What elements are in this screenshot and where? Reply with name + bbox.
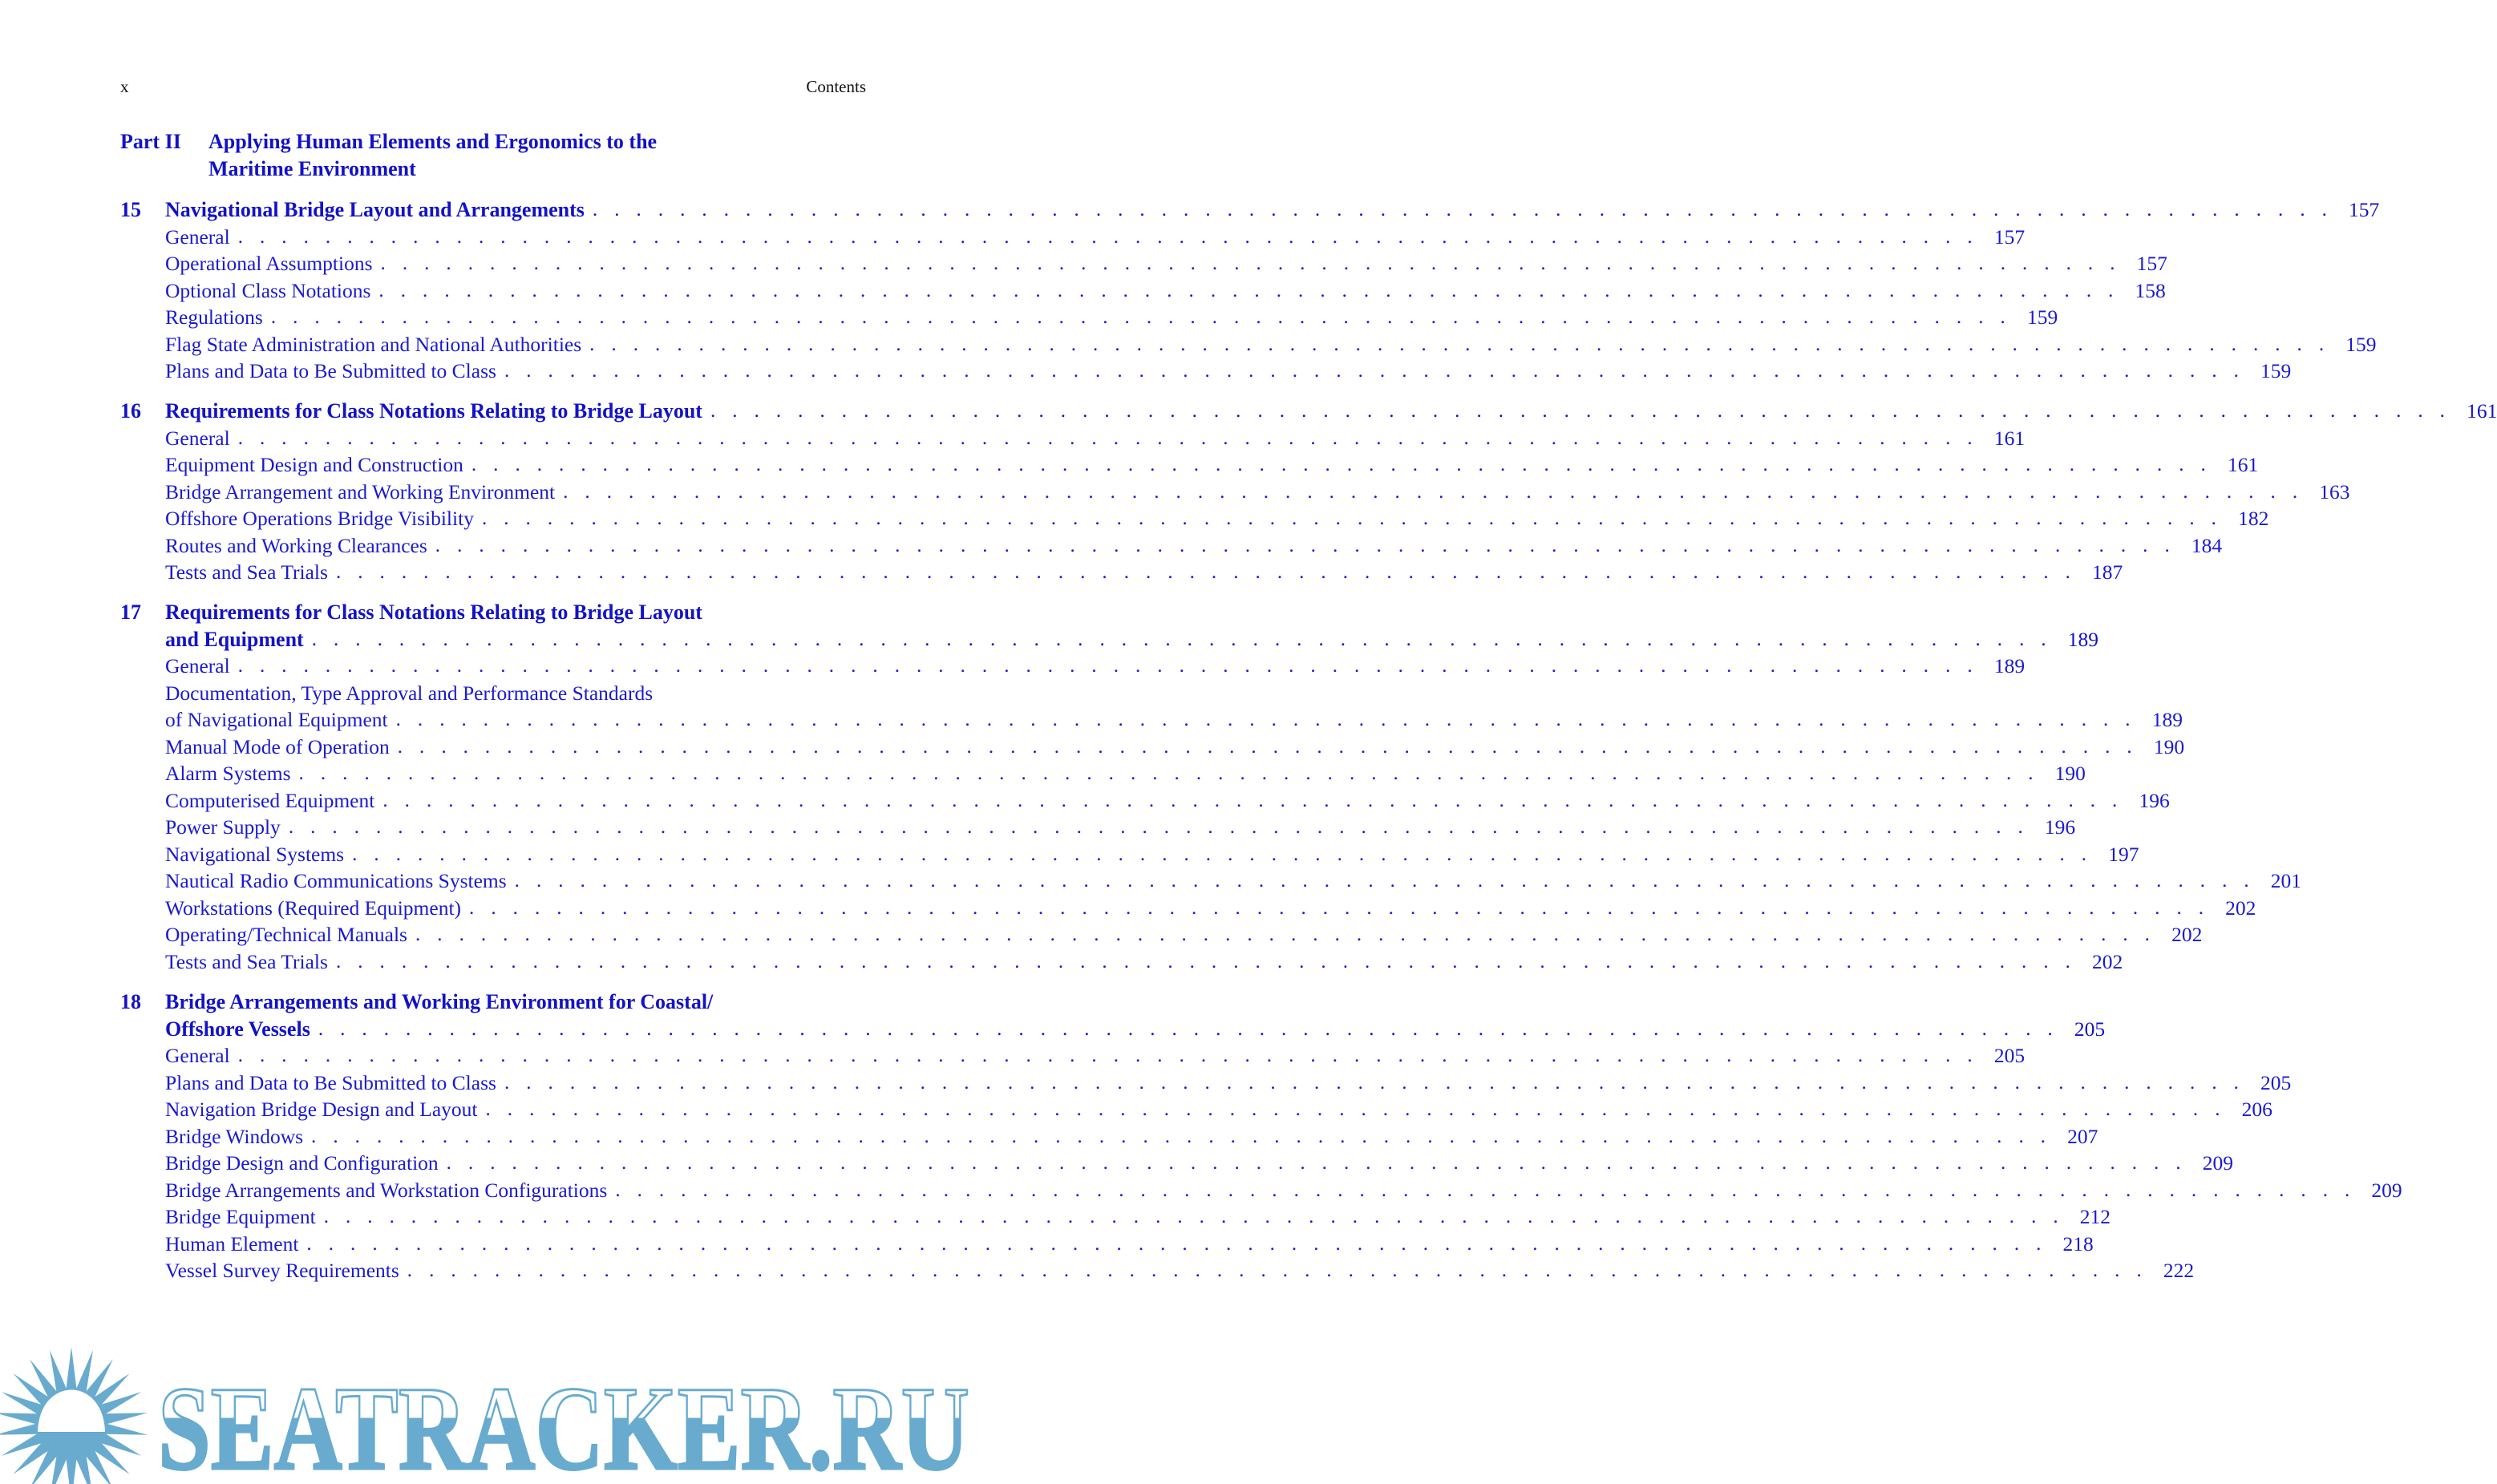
- entry-title: Operating/Technical Manuals: [165, 923, 407, 947]
- entry-title: Manual Mode of Operation: [165, 734, 390, 758]
- page-number: 184: [2191, 533, 2223, 557]
- page-number: 182: [2238, 507, 2269, 531]
- page-number: 159: [2260, 359, 2292, 382]
- dot-leader: . . . . . . . . . . . . . . . . . . . . . . . . . . . . . . . . . . . . . . . . . . . . . . . . . . . . . . . . . . . . . . . . . . . . . . . . . . . . . . . .: [318, 1017, 2059, 1040]
- chapter-title: Navigational Bridge Layout and Arrangements: [165, 198, 585, 221]
- dot-leader: . . . . . . . . . . . . . . . . . . . . . . . . . . . . . . . . . . . . . . . . . . . . . . . . . . . . . . . . . . . . . . . . . . . . . . . . . . . . . . . .: [710, 400, 2451, 423]
- part-title-line: Maritime Environment: [208, 156, 416, 180]
- entry-title: General: [165, 1044, 230, 1068]
- page-number: 161: [2467, 399, 2497, 423]
- toc-entry[interactable]: [120, 1096, 2272, 1123]
- toc-entry[interactable]: [120, 224, 2026, 251]
- page-number: 197: [2108, 842, 2139, 866]
- dot-leader: . . . . . . . . . . . . . . . . . . . . . . . . . . . . . . . . . . . . . . . . . . . . . . . . . . . . . . . . . . . . . . . . . . . . . . . . . . . . . . . .: [335, 561, 2077, 584]
- chapter-title: Bridge Arrangements and Working Environment for Coastal/: [165, 990, 714, 1014]
- entry-title: Regulations: [165, 305, 263, 329]
- dot-leader: . . . . . . . . . . . . . . . . . . . . . . . . . . . . . . . . . . . . . . . . . . . . . . . . . . . . . . . . . . . . . . . . . . . . . . . . . . . . . . . .: [378, 279, 2119, 301]
- entry-title: Power Supply: [165, 815, 281, 839]
- table-of-contents: [120, 196, 2497, 1297]
- page-number: 189: [1993, 654, 2026, 678]
- toc-entry[interactable]: [120, 505, 2269, 532]
- part-label: Part II: [120, 130, 181, 153]
- page-number: 206: [2241, 1098, 2272, 1122]
- page-number: 201: [2270, 869, 2302, 893]
- page-number: 222: [2163, 1259, 2195, 1283]
- page-number: 157: [1993, 224, 2026, 249]
- toc-entry[interactable]: [120, 559, 2123, 586]
- entry-title: Tests and Sea Trials: [165, 560, 328, 584]
- toc-entry[interactable]: [120, 1150, 2234, 1177]
- page-number: 202: [2092, 949, 2123, 973]
- entry-title: Human Element: [165, 1231, 299, 1256]
- dot-leader: . . . . . . . . . . . . . . . . . . . . . . . . . . . . . . . . . . . . . . . . . . . . . . . . . . . . . . . . . . . . . . . . . . . . . . . . . . . . . . . .: [471, 454, 2212, 476]
- chapter-title: and Equipment: [165, 627, 304, 651]
- toc-entry[interactable]: [120, 1042, 2026, 1070]
- toc-entry[interactable]: [120, 1203, 2111, 1231]
- page-number: 196: [2139, 788, 2170, 812]
- page-number: 202: [2225, 896, 2256, 920]
- entry-title: Offshore Operations Bridge Visibility: [165, 507, 474, 531]
- page-number: 196: [2044, 815, 2076, 839]
- dot-leader: . . . . . . . . . . . . . . . . . . . . . . . . . . . . . . . . . . . . . . . . . . . . . . . . . . . . . . . . . . . . . . . . . . . . . . . . . . . . . . . .: [514, 870, 2256, 892]
- page-number: 209: [2371, 1178, 2402, 1202]
- dot-leader: . . . . . . . . . . . . . . . . . . . . . . . . . . . . . . . . . . . . . . . . . . . . . . . . . . . . . . . . . . . . . . . . . . . . . . . . . . . . . . . .: [407, 1260, 2148, 1282]
- entry-title: Operational Assumptions: [165, 252, 373, 275]
- dot-leader: . . . . . . . . . . . . . . . . . . . . . . . . . . . . . . . . . . . . . . . . . . . . . . . . . . . . . . . . . . . . . . . . . . . . . . . . . . . . . . . .: [380, 253, 2121, 274]
- chapter-title: Offshore Vessels: [165, 1017, 310, 1041]
- running-title: Contents: [806, 77, 866, 96]
- toc-entry[interactable]: [120, 1231, 2094, 1258]
- toc-entry[interactable]: [120, 895, 2256, 922]
- dot-leader: . . . . . . . . . . . . . . . . . . . . . . . . . . . . . . . . . . . . . . . . . . . . . . . . . . . . . . . . . . . . . . . . . . . . . . . . . . . . . . . .: [382, 789, 2123, 811]
- svg-text:SEATRACKER.RU: SEATRACKER.RU: [158, 1362, 969, 1484]
- toc-entry[interactable]: [120, 277, 2166, 305]
- chapter-heading[interactable]: [120, 196, 2380, 224]
- entry-title: Tests and Sea Trials: [165, 949, 328, 973]
- sunburst-icon: [0, 1347, 148, 1484]
- entry-title: Flag State Administration and National Authorities: [165, 332, 582, 356]
- dot-leader: . . . . . . . . . . . . . . . . . . . . . . . . . . . . . . . . . . . . . . . . . . . . . . . . . . . . . . . . . . . . . . . . . . . . . . . . . . . . . . . .: [615, 1179, 2356, 1201]
- entry-title: Plans and Data to Be Submitted to Class: [165, 1070, 496, 1094]
- chapter-heading[interactable]: [120, 989, 866, 1016]
- toc-entry[interactable]: [120, 1177, 2402, 1204]
- chapter-15: [120, 196, 2380, 385]
- chapter-title: Requirements for Class Notations Relating to Bridge Layout: [165, 399, 702, 423]
- dot-leader: . . . . . . . . . . . . . . . . . . . . . . . . . . . . . . . . . . . . . . . . . . . . . . . . . . . . . . . . . . . . . . . . . . . . . . . . . . . . . . . .: [237, 225, 1979, 248]
- toc-entry[interactable]: [120, 331, 2377, 358]
- entry-title: Routes and Working Clearances: [165, 533, 427, 557]
- entry-title: Bridge Arrangements and Workstation Configurations: [165, 1178, 608, 1202]
- page-number: 187: [2092, 560, 2123, 584]
- toc-entry[interactable]: [120, 304, 2058, 331]
- toc-entry[interactable]: [120, 479, 2350, 506]
- page-number: 189: [2067, 627, 2099, 651]
- dot-leader: . . . . . . . . . . . . . . . . . . . . . . . . . . . . . . . . . . . . . . . . . . . . . . . . . . . . . . . . . . . . . . . . . . . . . . . . . . . . . . . .: [397, 735, 2139, 758]
- toc-entry[interactable]: [120, 787, 2170, 815]
- page-number: 190: [2153, 734, 2185, 758]
- toc-entry[interactable]: [120, 921, 2203, 948]
- dot-leader: . . . . . . . . . . . . . . . . . . . . . . . . . . . . . . . . . . . . . . . . . . . . . . . . . . . . . . . . . . . . . . . . . . . . . . . . . . . . . . . .: [311, 628, 2053, 650]
- dot-leader: . . . . . . . . . . . . . . . . . . . . . . . . . . . . . . . . . . . . . . . . . . . . . . . . . . . . . . . . . . . . . . . . . . . . . . . . . . . . . . . .: [446, 1152, 2187, 1175]
- entry-title: Bridge Equipment: [165, 1205, 316, 1229]
- toc-entry[interactable]: [120, 680, 866, 707]
- entry-title: Navigational Systems: [165, 842, 345, 866]
- running-head: [120, 77, 866, 101]
- toc-entry[interactable]: [120, 451, 2259, 479]
- entry-title: Plans and Data to Be Submitted to Class: [165, 359, 496, 382]
- dot-leader: . . . . . . . . . . . . . . . . . . . . . . . . . . . . . . . . . . . . . . . . . . . . . . . . . . . . . . . . . . . . . . . . . . . . . . . . . . . . . . . .: [335, 950, 2077, 972]
- toc-entry[interactable]: [120, 760, 2086, 787]
- chapter-heading[interactable]: [120, 599, 866, 626]
- dot-leader: . . . . . . . . . . . . . . . . . . . . . . . . . . . . . . . . . . . . . . . . . . . . . . . . . . . . . . . . . . . . . . . . . . . . . . . . . . . . . . . .: [395, 709, 2136, 731]
- seatracker-watermark-logo: [0, 1347, 979, 1484]
- page-number: 207: [2067, 1124, 2098, 1148]
- entry-title: Navigation Bridge Design and Layout: [165, 1098, 478, 1122]
- entry-title: Nautical Radio Communications Systems: [165, 869, 507, 893]
- part-title-line: Applying Human Elements and Ergonomics to the: [208, 130, 658, 153]
- toc-entry[interactable]: [120, 1257, 2195, 1284]
- toc-entry[interactable]: [120, 814, 2076, 841]
- toc-entry[interactable]: [120, 425, 2026, 452]
- page-number: 163: [2319, 479, 2350, 503]
- page-number: 212: [2079, 1205, 2111, 1229]
- dot-leader: . . . . . . . . . . . . . . . . . . . . . . . . . . . . . . . . . . . . . . . . . . . . . . . . . . . . . . . . . . . . . . . . . . . . . . . . . . . . . . . .: [352, 843, 2093, 865]
- page-number: 157: [2349, 198, 2380, 221]
- page-number: x: [120, 77, 129, 96]
- toc-entry[interactable]: [120, 1123, 2098, 1150]
- dot-leader: . . . . . . . . . . . . . . . . . . . . . . . . . . . . . . . . . . . . . . . . . . . . . . . . . . . . . . . . . . . . . . . . . . . . . . . . . . . . . . . .: [589, 333, 2330, 355]
- entry-title: Bridge Design and Configuration: [165, 1151, 439, 1175]
- dot-leader: . . . . . . . . . . . . . . . . . . . . . . . . . . . . . . . . . . . . . . . . . . . . . . . . . . . . . . . . . . . . . . . . . . . . . . . . . . . . . . . .: [415, 924, 2156, 946]
- dot-leader: . . . . . . . . . . . . . . . . . . . . . . . . . . . . . . . . . . . . . . . . . . . . . . . . . . . . . . . . . . . . . . . . . . . . . . . . . . . . . . . .: [504, 1071, 2245, 1094]
- chapter-heading[interactable]: [120, 398, 2497, 425]
- chapter-number: 15: [120, 198, 141, 221]
- chapter-16: [120, 398, 2497, 586]
- entry-title: General: [165, 654, 230, 678]
- page-number: 202: [2171, 923, 2203, 947]
- dot-leader: . . . . . . . . . . . . . . . . . . . . . . . . . . . . . . . . . . . . . . . . . . . . . . . . . . . . . . . . . . . . . . . . . . . . . . . . . . . . . . . .: [592, 199, 2333, 220]
- entry-title: Vessel Survey Requirements: [165, 1259, 399, 1283]
- dot-leader: . . . . . . . . . . . . . . . . . . . . . . . . . . . . . . . . . . . . . . . . . . . . . . . . . . . . . . . . . . . . . . . . . . . . . . . . . . . . . . . .: [237, 655, 1979, 677]
- page-number: 157: [2136, 252, 2167, 275]
- toc-entry[interactable]: [120, 841, 2139, 868]
- entry-title: Bridge Arrangement and Working Environment: [165, 479, 556, 503]
- chapter-18: [120, 989, 2402, 1284]
- page-number: 159: [2345, 332, 2377, 356]
- page-number: 205: [1993, 1044, 2026, 1068]
- entry-title: of Navigational Equipment: [165, 708, 388, 732]
- entry-title: General: [165, 426, 230, 450]
- entry-title: Workstations (Required Equipment): [165, 896, 462, 920]
- dot-leader: . . . . . . . . . . . . . . . . . . . . . . . . . . . . . . . . . . . . . . . . . . . . . . . . . . . . . . . . . . . . . . . . . . . . . . . . . . . . . . . .: [563, 480, 2304, 503]
- page-number: 159: [2026, 305, 2058, 329]
- entry-title: Alarm Systems: [165, 762, 291, 786]
- page-number: 218: [2062, 1231, 2094, 1256]
- dot-leader: . . . . . . . . . . . . . . . . . . . . . . . . . . . . . . . . . . . . . . . . . . . . . . . . . . . . . . . . . . . . . . . . . . . . . . . . . . . . . . . .: [323, 1206, 2065, 1228]
- toc-entry[interactable]: [120, 948, 2123, 976]
- page-number: 205: [2260, 1070, 2292, 1094]
- dot-leader: . . . . . . . . . . . . . . . . . . . . . . . . . . . . . . . . . . . . . . . . . . . . . . . . . . . . . . . . . . . . . . . . . . . . . . . . . . . . . . . .: [270, 306, 2012, 328]
- toc-entry[interactable]: [120, 653, 2026, 680]
- dot-leader: . . . . . . . . . . . . . . . . . . . . . . . . . . . . . . . . . . . . . . . . . . . . . . . . . . . . . . . . . . . . . . . . . . . . . . . . . . . . . . . .: [469, 896, 2210, 919]
- dot-leader: . . . . . . . . . . . . . . . . . . . . . . . . . . . . . . . . . . . . . . . . . . . . . . . . . . . . . . . . . . . . . . . . . . . . . . . . . . . . . . . .: [288, 816, 2030, 839]
- chapter-number: 18: [120, 990, 141, 1014]
- toc-entry[interactable]: [120, 734, 2185, 761]
- page-number: 189: [2151, 708, 2183, 732]
- chapter-number: 16: [120, 399, 141, 423]
- entry-title: General: [165, 224, 230, 249]
- dot-leader: . . . . . . . . . . . . . . . . . . . . . . . . . . . . . . . . . . . . . . . . . . . . . . . . . . . . . . . . . . . . . . . . . . . . . . . . . . . . . . . .: [306, 1232, 2047, 1255]
- chapter-heading[interactable]: [120, 626, 2099, 653]
- page-number: 161: [1993, 426, 2026, 450]
- dot-leader: . . . . . . . . . . . . . . . . . . . . . . . . . . . . . . . . . . . . . . . . . . . . . . . . . . . . . . . . . . . . . . . . . . . . . . . . . . . . . . . .: [504, 360, 2245, 382]
- part-heading: [120, 128, 866, 182]
- dot-leader: . . . . . . . . . . . . . . . . . . . . . . . . . . . . . . . . . . . . . . . . . . . . . . . . . . . . . . . . . . . . . . . . . . . . . . . . . . . . . . . .: [237, 427, 1979, 449]
- page-number: 190: [2054, 762, 2086, 786]
- entry-title: Bridge Windows: [165, 1124, 304, 1148]
- toc-entry[interactable]: [120, 1070, 2292, 1097]
- page-number: 158: [2135, 278, 2166, 302]
- chapter-number: 17: [120, 600, 141, 625]
- chapter-heading[interactable]: [120, 1016, 2106, 1043]
- chapter-17: [120, 599, 2302, 975]
- entry-title: Computerised Equipment: [165, 788, 375, 812]
- dot-leader: . . . . . . . . . . . . . . . . . . . . . . . . . . . . . . . . . . . . . . . . . . . . . . . . . . . . . . . . . . . . . . . . . . . . . . . . . . . . . . . .: [485, 1098, 2226, 1121]
- entry-title: Optional Class Notations: [165, 278, 371, 302]
- page-number: 209: [2202, 1151, 2234, 1175]
- dot-leader: . . . . . . . . . . . . . . . . . . . . . . . . . . . . . . . . . . . . . . . . . . . . . . . . . . . . . . . . . . . . . . . . . . . . . . . . . . . . . . . .: [237, 1045, 1979, 1067]
- dot-leader: . . . . . . . . . . . . . . . . . . . . . . . . . . . . . . . . . . . . . . . . . . . . . . . . . . . . . . . . . . . . . . . . . . . . . . . . . . . . . . . .: [311, 1125, 2052, 1147]
- page-number: 205: [2074, 1017, 2106, 1041]
- toc-entry[interactable]: [120, 867, 2302, 895]
- toc-entry[interactable]: [120, 532, 2223, 560]
- toc-entry[interactable]: [120, 250, 2167, 277]
- toc-entry[interactable]: [120, 706, 2183, 734]
- entry-title: Equipment Design and Construction: [165, 453, 463, 477]
- toc-entry[interactable]: [120, 358, 2292, 385]
- dot-leader: . . . . . . . . . . . . . . . . . . . . . . . . . . . . . . . . . . . . . . . . . . . . . . . . . . . . . . . . . . . . . . . . . . . . . . . . . . . . . . . .: [481, 507, 2223, 530]
- chapter-title: Requirements for Class Notations Relating to Bridge Layout: [165, 600, 702, 625]
- dot-leader: . . . . . . . . . . . . . . . . . . . . . . . . . . . . . . . . . . . . . . . . . . . . . . . . . . . . . . . . . . . . . . . . . . . . . . . . . . . . . . . .: [435, 534, 2176, 556]
- page-number: 161: [2227, 453, 2259, 477]
- entry-title: Documentation, Type Approval and Performance Standards: [165, 681, 654, 705]
- dot-leader: . . . . . . . . . . . . . . . . . . . . . . . . . . . . . . . . . . . . . . . . . . . . . . . . . . . . . . . . . . . . . . . . . . . . . . . . . . . . . . . .: [298, 762, 2039, 785]
